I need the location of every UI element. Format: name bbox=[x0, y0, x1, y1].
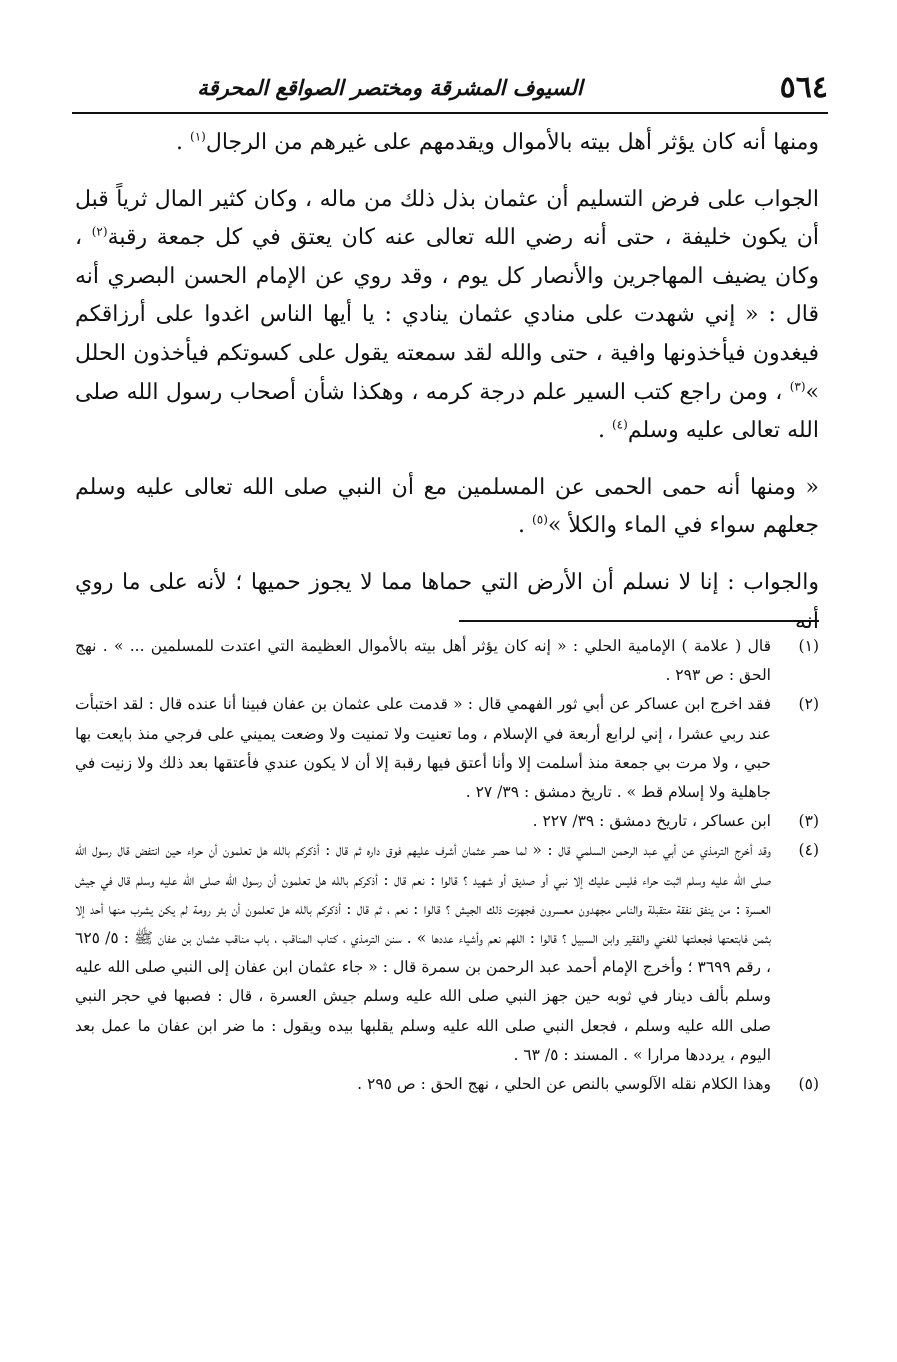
footnote-2 bbox=[75, 690, 819, 807]
footnote-text: فقد اخرج ابن عساكر عن أبي ثور الفهمي قال : « قدمت على عثمان بن عفان فبينا أنا عنده قال : لقد اختبأت عند ربي عشرا ، إني لرابع أربعة في الإسلام ، وما تعنيت ولا تمنيت ولا وضعت يميني على فرجي منذ بايعت بها حبي ، ولا مرت بي جمعة منذ أسلمت إلا وأنا أعتق فيها رقبة إلا أن لا يكون عندي فأعتقها بعد ذلك ولا زنيت في جاهلية ولا إسلام قط » . تاريخ دمشق : ٣٩/ ٢٧ . bbox=[75, 695, 771, 802]
footnote-number: (٣) bbox=[798, 812, 819, 831]
footnote-5 bbox=[75, 1070, 819, 1099]
footnote-ref-4: (٤) bbox=[611, 417, 628, 432]
paragraph-1: ومنها أنه كان يؤثر أهل بيته بالأموال ويقدمهم على غيرهم من الرجال$^{(١)}$ . bbox=[176, 129, 819, 155]
footnote-text: وهذا الكلام نقله الآلوسي بالنص عن الحلي ، نهج الحق : ص ٢٩٥ . bbox=[357, 1075, 771, 1094]
footnote-number: (٢) bbox=[798, 695, 819, 714]
footnote-number: (٤) bbox=[798, 841, 819, 860]
footnote-4 bbox=[75, 836, 819, 1070]
running-title: السيوف المشرقة ومختصر الصواقع المحرقة bbox=[197, 75, 583, 100]
footnote-number: (٥) bbox=[798, 1075, 819, 1094]
page-number: ٥٦٤ bbox=[779, 70, 828, 105]
footnote-1 bbox=[75, 632, 819, 690]
footnote-ref-5: (٥) bbox=[532, 513, 548, 528]
page-header bbox=[72, 68, 828, 114]
footnote-text: وقد أخرج الترمذي عن أبي عبد الرحمن السلمي قال : « لما حصر عثمان أشرف عليهم فوق داره ثم قال : أذكركم بالله هل تعلمون أن حراء حين انتفض قال رسول الله صلى الله عليه وسلم اثبت حراء فليس عليك إلا نبي أو صديق أو شهيد ؟ قالوا : نعم قال : أذكركم بالله هل تعلمون أن رسول الله صلى الله عليه وسلم قال في جيش العسرة : من ينفق نفقة متقبلة والناس مجهدون معسرون فجهزت ذلك الجيش ؟ قالوا : نعم ، ثم قال : أذكركم بالله هل تعلمون أن بئر رومة لم يكن يشرب منها أحد إلا بثمن فابتعتها فجعلتها للغني والفقير وابن السبيل ؟ قالوا : اللهم نعم وأشياء عددها » . سنن الترمذي ، كتاب المناقب ، باب مناقب عثمان بن عفان ﷺ : ٥/ ٦٢٥ ، رقم ٣٦٩٩ ؛ وأخرج الإمام أحمد عبد الرحمن بن سمرة قال : « جاء عثمان ابن عفان إلى النبي صلى الله عليه وسلم بألف دينار في ثوبه حين جهز النبي صلى الله عليه وسلم جيش العسرة ، قال : فصبها في حجر النبي صلى الله عليه وسلم ، فجعل النبي صلى الله عليه وسلم يقلبها بيده ويقول : ما ضر ابن عفان ما عمل بعد اليوم ، يرددها مرارا » . المسند : ٥/ ٦٣ . bbox=[75, 841, 771, 1064]
paragraph-2: الجواب على فرض التسليم أن عثمان بذل ذلك من ماله ، وكان كثير المال ثرياً قبل أن يكون خليفة ، حتى أنه رضي الله تعالى عنه كان يعتق في كل جمعة رقبة$^{(٢)}$ ، وكان يضيف المهاجرين والأنصار كل يوم ، وقد روي عن الإمام الحسن البصري أنه قال : « إني شهدت على منادي عثمان ينادي : يا أيها الناس اغدوا على أرزاقكم فيغدون فيأخذونها وافية ، حتى والله لقد سمعته يقول على كسوتكم فيأخذون الحلل »$^{(٣)}$ ، ومن راجع كتب السير علم درجة كرمه ، وهكذا شأن أصحاب رسول الله صلى الله تعالى عليه وسلم$^{(٤)}$ . bbox=[75, 186, 820, 444]
footnote-text: ابن عساكر ، تاريخ دمشق : ٣٩/ ٢٢٧ . bbox=[532, 812, 771, 831]
footnote-3 bbox=[75, 807, 819, 836]
main-text bbox=[75, 124, 819, 641]
footnote-separator bbox=[459, 620, 819, 622]
paragraph-4: والجواب : إنا لا نسلم أن الأرض التي حماها مما لا يجوز حميها ؛ لأنه على ما روي أنه bbox=[75, 569, 819, 634]
footnotes bbox=[75, 632, 819, 1099]
footnote-text: قال ( علامة ) الإمامية الحلي : « إنه كان يؤثر أهل بيته بالأموال العظيمة التي اعتدت للمسلمين ... » . نهج الحق : ص ٢٩٣ . bbox=[75, 637, 771, 685]
paragraph-3: « ومنها أنه حمى الحمى عن المسلمين مع أن النبي صلى الله تعالى عليه وسلم جعلهم سواء في الماء والكلأ »$^{(٥)}$ . bbox=[75, 474, 819, 539]
header-rule bbox=[72, 112, 828, 114]
footnote-ref-3: (٣) bbox=[789, 379, 806, 394]
footnote-number: (١) bbox=[798, 637, 819, 655]
footnote-ref-2: (٢) bbox=[91, 224, 108, 239]
footnote-ref-1: (١) bbox=[190, 129, 206, 144]
